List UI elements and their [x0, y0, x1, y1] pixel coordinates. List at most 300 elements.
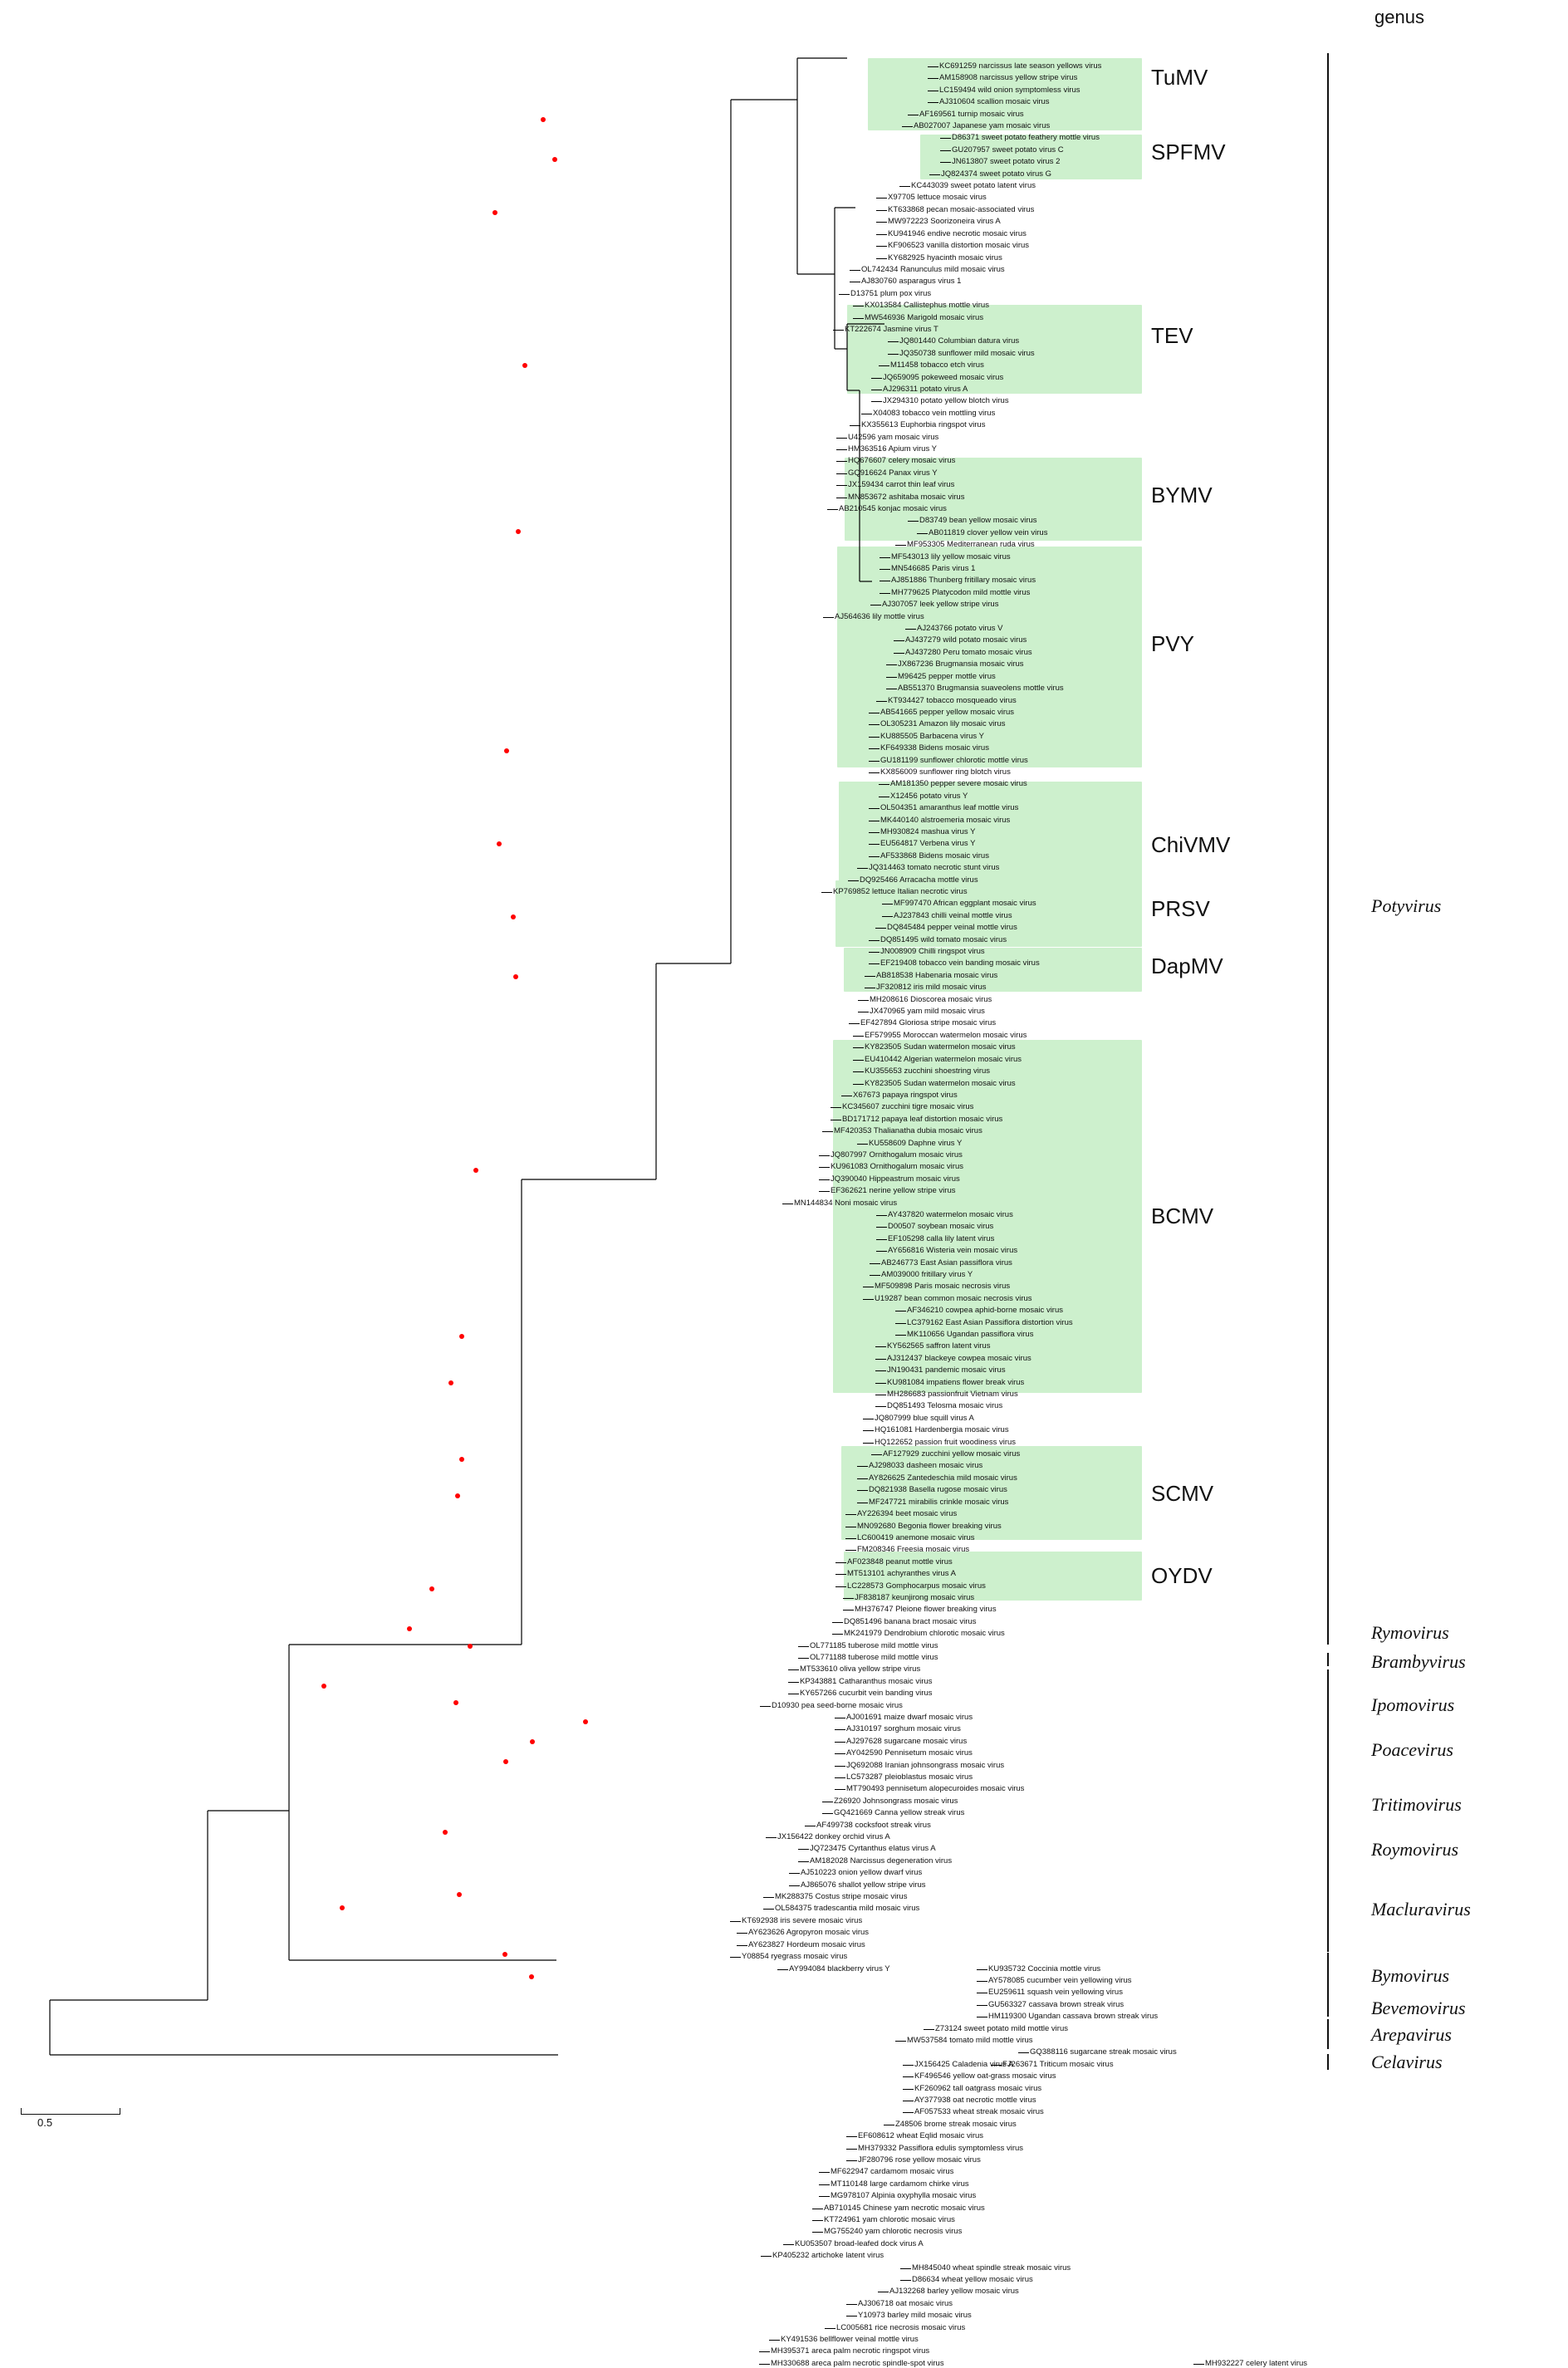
tip-label: U42596 yam mosaic virus — [848, 432, 939, 442]
terminal-branch — [977, 2005, 987, 2006]
support-node-dot — [583, 1719, 588, 1724]
tip-label: MT513101 achyranthes virus A — [847, 1569, 956, 1579]
tip-label: KU961083 Ornithogalum mosaic virus — [831, 1162, 963, 1172]
tip-label: JQ723475 Cyrtanthus elatus virus A — [810, 1844, 936, 1854]
tip-label: JN613807 sweet potato virus 2 — [952, 157, 1061, 167]
genus-label-ipomovirus: Ipomovirus — [1371, 1694, 1455, 1715]
tip-label: AY623626 Agropyron mosaic virus — [748, 1928, 870, 1938]
terminal-branch — [876, 1215, 887, 1216]
tip-label: AM158908 narcissus yellow stripe virus — [939, 73, 1078, 83]
tip-label: AM039000 fritillary virus Y — [881, 1269, 973, 1279]
terminal-branch — [825, 2328, 835, 2329]
terminal-branch — [819, 1191, 830, 1192]
tip-label: AJ564636 lily mottle virus — [835, 611, 924, 621]
terminal-branch — [788, 1669, 799, 1670]
tip-label: OL584375 tradescantia mild mosaic virus — [775, 1904, 920, 1914]
terminal-branch — [895, 1335, 906, 1336]
terminal-branch — [777, 1969, 788, 1970]
genus-label-macluravirus: Macluravirus — [1371, 1899, 1471, 1920]
tip-label: AJ306718 oat mosaic virus — [858, 2298, 953, 2308]
terminal-branch — [940, 162, 951, 163]
terminal-branch — [819, 1167, 830, 1168]
tip-label: JQ807999 blue squill virus A — [875, 1413, 974, 1423]
tip-label: Z26920 Johnsongrass mosaic virus — [834, 1796, 958, 1806]
tip-label: JN190431 pandemic mosaic virus — [887, 1365, 1006, 1375]
terminal-branch — [836, 485, 847, 486]
genus-bracket — [1327, 1953, 1329, 2008]
terminal-branch — [902, 126, 913, 127]
terminal-branch — [835, 1586, 846, 1587]
tip-label: MW546936 Marigold mosaic virus — [865, 312, 984, 322]
tip-label: MH779625 Platycodon mild mottle virus — [891, 587, 1031, 597]
tip-label: D83749 bean yellow mosaic virus — [919, 516, 1037, 526]
terminal-branch — [880, 569, 890, 570]
terminal-branch — [903, 2076, 914, 2077]
tip-label: KC345607 zucchini tigre mosaic virus — [842, 1102, 974, 1112]
terminal-branch — [836, 473, 847, 474]
tip-label: AY437820 watermelon mosaic virus — [888, 1209, 1013, 1219]
terminal-branch — [876, 210, 887, 211]
terminal-branch — [845, 1538, 856, 1539]
terminal-branch — [853, 1084, 864, 1085]
genus-bracket — [1327, 53, 1329, 1629]
terminal-branch — [871, 1454, 882, 1455]
tip-label: KP769852 lettuce Italian necrotic virus — [833, 887, 968, 897]
terminal-branch — [822, 1813, 833, 1814]
terminal-branch — [871, 401, 882, 402]
terminal-branch — [850, 270, 860, 271]
tip-label: MF997470 African eggplant mosaic virus — [894, 899, 1036, 909]
tip-label: MN546685 Paris virus 1 — [891, 564, 976, 574]
tip-label: KT633868 pecan mosaic-associated virus — [888, 204, 1035, 214]
tip-label: KU981084 impatiens flower break virus — [887, 1377, 1025, 1387]
terminal-branch — [835, 1777, 845, 1778]
tip-label: AJ001691 maize dwarf mosaic virus — [846, 1713, 973, 1722]
terminal-branch — [846, 2304, 857, 2305]
tip-label: KX856009 sunflower ring blotch virus — [880, 767, 1011, 777]
tip-label: FM208346 Freesia mosaic virus — [857, 1545, 970, 1555]
terminal-branch — [869, 808, 880, 809]
tip-label: EF105298 calla lily latent virus — [888, 1233, 995, 1243]
clade-label-spfmv: SPFMV — [1151, 140, 1226, 165]
terminal-branch — [875, 1346, 886, 1347]
terminal-branch — [835, 1729, 845, 1730]
terminal-branch — [836, 449, 847, 450]
terminal-branch — [853, 1060, 864, 1061]
terminal-branch — [853, 1047, 864, 1048]
terminal-branch — [819, 2196, 830, 2197]
terminal-branch — [730, 1957, 741, 1958]
tip-label: AB541665 pepper yellow mosaic virus — [880, 707, 1015, 717]
terminal-branch — [977, 1981, 987, 1982]
terminal-branch — [835, 1742, 845, 1743]
terminal-branch — [819, 2172, 830, 2173]
terminal-branch — [870, 1275, 880, 1276]
tip-label: KF906523 vanilla distortion mosaic virus — [888, 241, 1030, 251]
tip-label: KP343881 Catharanthus mosaic virus — [800, 1676, 933, 1686]
terminal-branch — [876, 1227, 887, 1228]
terminal-branch — [857, 868, 868, 869]
tip-label: AY578085 cucumber vein yellowing virus — [988, 1975, 1132, 1985]
terminal-branch — [831, 1107, 841, 1108]
support-node-dot — [448, 1380, 453, 1385]
clade-label-bcmv: BCMV — [1151, 1203, 1214, 1228]
support-node-dot — [473, 1168, 478, 1173]
terminal-branch — [835, 1562, 846, 1563]
tip-label: DQ845484 pepper veinal mottle virus — [887, 923, 1017, 933]
tip-label: AJ312437 blackeye cowpea mosaic virus — [887, 1353, 1031, 1363]
tip-label: Y08854 ryegrass mosaic virus — [742, 1952, 848, 1962]
terminal-branch — [895, 1323, 906, 1324]
terminal-branch — [812, 2220, 823, 2221]
terminal-branch — [845, 1550, 856, 1551]
terminal-branch — [869, 748, 880, 749]
terminal-branch — [835, 1766, 845, 1767]
tip-label: X12456 potato virus Y — [890, 791, 968, 801]
tip-label: AM181350 pepper severe mosaic virus — [890, 779, 1027, 789]
terminal-branch — [853, 318, 864, 319]
tip-label: AJ437280 Peru tomato mosaic virus — [905, 647, 1032, 657]
tip-label: LC005681 rice necrosis mosaic virus — [836, 2322, 966, 2332]
genus-bracket — [1327, 1733, 1329, 1768]
terminal-branch — [865, 976, 875, 977]
tip-label: MH330688 areca palm necrotic spindle-spot virus — [771, 2358, 944, 2368]
terminal-branch — [836, 438, 847, 439]
terminal-branch — [857, 1490, 868, 1491]
genus-label-brambyvirus: Brambyvirus — [1371, 1651, 1466, 1673]
tip-label: AF169561 turnip mosaic virus — [919, 109, 1024, 119]
tip-label: AF346210 cowpea aphid-borne mosaic virus — [907, 1306, 1063, 1316]
terminal-branch — [789, 1873, 800, 1874]
clade-label-bymv: BYMV — [1151, 483, 1213, 508]
genus-bracket — [1327, 1836, 1329, 1864]
tip-label: Y10973 barley mild mosaic virus — [858, 2311, 972, 2321]
terminal-branch — [1018, 2052, 1029, 2053]
tip-label: AY226394 beet mosaic virus — [857, 1509, 958, 1519]
genus-label-poacevirus: Poacevirus — [1371, 1739, 1453, 1761]
tip-label: AB011819 clover yellow vein virus — [929, 527, 1048, 537]
tip-label: KY562565 saffron latent virus — [887, 1341, 991, 1351]
tip-label: KY491536 bellflower veinal mottle virus — [781, 2335, 919, 2345]
tip-label: MK110656 Ugandan passiflora virus — [907, 1330, 1034, 1340]
terminal-branch — [783, 2244, 794, 2245]
tip-label: JQ807997 Ornithogalum mosaic virus — [831, 1150, 963, 1159]
tip-label: Z48506 brome streak mosaic virus — [895, 2119, 1017, 2129]
genus-bracket — [1327, 1620, 1329, 1645]
genus-label-arepavirus: Arepavirus — [1371, 2023, 1452, 2045]
clade-label-tumv: TuMV — [1151, 65, 1208, 91]
genus-label-rymovirus: Rymovirus — [1371, 1622, 1449, 1644]
terminal-branch — [761, 2256, 772, 2257]
tip-label: KF649338 Bidens mosaic virus — [880, 743, 989, 753]
terminal-branch — [876, 701, 887, 702]
tip-label: KF496546 yellow oat-grass mosaic virus — [914, 2071, 1056, 2081]
terminal-branch — [880, 557, 890, 558]
terminal-branch — [869, 940, 880, 941]
tip-label: MF543013 lily yellow mosaic virus — [891, 552, 1011, 561]
clade-label-pvy: PVY — [1151, 631, 1195, 657]
tip-label: AF533868 Bidens mosaic virus — [880, 851, 989, 860]
tip-label: AJ310604 scallion mosaic virus — [939, 97, 1050, 107]
genus-bracket — [1327, 1864, 1329, 1952]
terminal-branch — [875, 1406, 886, 1407]
tip-label: MF420353 Thalianatha dubia mosaic virus — [834, 1126, 982, 1136]
terminal-branch — [895, 545, 906, 546]
tip-label: DQ851493 Telosma mosaic virus — [887, 1401, 1003, 1411]
tip-label: EU410442 Algerian watermelon mosaic virus — [865, 1054, 1022, 1064]
tip-label: AF499738 cocksfoot streak virus — [816, 1820, 931, 1830]
clade-label-dapmv: DapMV — [1151, 953, 1223, 978]
tip-label: JQ390040 Hippeastrum mosaic virus — [831, 1174, 960, 1184]
tip-label: AJ865076 shallot yellow stripe virus — [801, 1880, 926, 1890]
terminal-branch — [763, 1897, 774, 1898]
tip-label: AJ132268 barley yellow mosaic virus — [889, 2287, 1019, 2297]
tip-label: MH286683 passionfruit Vietnam virus — [887, 1390, 1018, 1400]
terminal-branch — [903, 2112, 914, 2113]
tip-label: JF320812 iris mild mosaic virus — [876, 983, 987, 993]
terminal-branch — [863, 1443, 874, 1444]
tip-label: AF127929 zucchini yellow mosaic virus — [883, 1449, 1021, 1459]
terminal-branch — [759, 2364, 770, 2365]
tip-label: KY823505 Sudan watermelon mosaic virus — [865, 1078, 1016, 1088]
tip-label: KU941946 endive necrotic mosaic virus — [888, 228, 1027, 238]
tip-label: LC228573 Gomphocarpus mosaic virus — [847, 1581, 986, 1591]
terminal-branch — [888, 341, 899, 342]
tip-label: JX470965 yam mild mosaic virus — [870, 1007, 985, 1017]
terminal-branch — [863, 1430, 874, 1431]
genus-bracket — [1327, 1669, 1329, 1736]
tip-label: JF838187 keunjirong mosaic virus — [855, 1592, 975, 1602]
tip-label: LC600419 anemone mosaic virus — [857, 1532, 975, 1542]
support-node-dot — [530, 1739, 535, 1744]
terminal-branch — [875, 1359, 886, 1360]
tip-label: KX013584 Callistephus mottle virus — [865, 301, 989, 311]
tip-label: OL305231 Amazon lily mosaic virus — [880, 719, 1006, 729]
tip-label: MH208616 Dioscorea mosaic virus — [870, 994, 992, 1004]
tip-label: KT724961 yam chlorotic mosaic virus — [824, 2215, 955, 2225]
terminal-branch — [798, 1658, 809, 1659]
tip-label: HM119300 Ugandan cassava brown streak virus — [988, 2012, 1159, 2022]
tip-label: BD171712 papaya leaf distortion mosaic virus — [842, 1114, 1003, 1124]
tip-label: LC379162 East Asian Passiflora distortion virus — [907, 1317, 1073, 1327]
terminal-branch — [832, 1622, 843, 1623]
terminal-branch — [928, 102, 938, 103]
tip-label: AJ298033 dasheen mosaic virus — [869, 1461, 983, 1471]
tip-label: KU558609 Daphne virus Y — [869, 1138, 963, 1148]
tip-label: AJ297628 sugarcane mosaic virus — [846, 1736, 968, 1746]
tip-label: MT110148 large cardamom chirke virus — [831, 2179, 969, 2189]
terminal-branch — [833, 330, 844, 331]
terminal-branch — [869, 856, 880, 857]
terminal-branch — [905, 629, 916, 630]
terminal-branch — [843, 1598, 854, 1599]
terminal-branch — [940, 138, 951, 139]
tip-label: MH845040 wheat spindle streak mosaic virus — [912, 2263, 1071, 2272]
terminal-branch — [900, 2268, 911, 2269]
tip-label: D86371 sweet potato feathery mottle virus — [952, 133, 1100, 143]
tip-label: M96425 pepper mottle virus — [898, 671, 996, 681]
tip-label: OL771185 tuberose mild mottle virus — [810, 1640, 938, 1650]
support-node-dot — [502, 1952, 507, 1957]
tip-label: MK440140 alstroemeria mosaic virus — [880, 815, 1011, 825]
tip-label: DQ925466 Arracacha mottle virus — [860, 875, 978, 885]
tip-label: AF057533 wheat streak mosaic virus — [914, 2107, 1044, 2117]
terminal-branch — [879, 784, 889, 785]
terminal-branch — [869, 724, 880, 725]
terminal-branch — [798, 1646, 809, 1647]
genus-bracket — [1327, 2003, 1329, 2017]
tip-label: D13751 plum pox virus — [850, 288, 932, 298]
terminal-branch — [846, 2136, 857, 2137]
genus-label-roymovirus: Roymovirus — [1371, 1839, 1459, 1861]
terminal-branch — [869, 952, 880, 953]
tip-label: FJ263671 Triticum mosaic virus — [1002, 2059, 1114, 2069]
terminal-branch — [876, 222, 887, 223]
tip-label: JX867236 Brugmansia mosaic virus — [898, 659, 1024, 669]
terminal-branch — [869, 844, 880, 845]
support-node-dot — [503, 1759, 508, 1764]
terminal-branch — [882, 904, 893, 905]
tip-label: D10930 pea seed-borne mosaic virus — [772, 1700, 903, 1710]
tip-label: KU885505 Barbacena virus Y — [880, 731, 984, 741]
terminal-branch — [875, 928, 886, 929]
tip-label: MW972223 Soorizoneira virus A — [888, 217, 1001, 227]
terminal-branch — [879, 365, 889, 366]
terminal-branch — [880, 593, 890, 594]
tip-label: EF608612 wheat Eqlid mosaic virus — [858, 2131, 984, 2141]
tip-label: JQ824374 sweet potato virus G — [941, 169, 1052, 179]
tip-label: AB246773 East Asian passiflora virus — [881, 1258, 1012, 1267]
tip-label: DQ851496 banana bract mosaic virus — [844, 1616, 977, 1626]
tip-label: U19287 bean common mosaic necrosis virus — [875, 1293, 1032, 1303]
terminal-branch — [769, 2340, 780, 2341]
tip-label: EU259611 squash vein yellowing virus — [988, 1988, 1123, 1998]
terminal-branch — [894, 653, 904, 654]
terminal-branch — [875, 1383, 886, 1384]
terminal-branch — [836, 461, 847, 462]
genus-label-celavirus: Celavirus — [1371, 2052, 1443, 2073]
tip-label: JQ350738 sunflower mild mosaic virus — [899, 348, 1035, 358]
tip-label: KY657266 cucurbit vein banding virus — [800, 1689, 933, 1699]
tip-label: JX156422 donkey orchid virus A — [777, 1832, 890, 1842]
terminal-branch — [871, 378, 882, 379]
terminal-branch — [848, 880, 859, 881]
support-node-dot — [541, 117, 546, 122]
terminal-branch — [875, 1370, 886, 1371]
terminal-branch — [869, 761, 880, 762]
terminal-branch — [857, 1478, 868, 1479]
terminal-branch — [888, 354, 899, 355]
terminal-branch — [839, 294, 850, 295]
support-node-dot — [443, 1830, 448, 1835]
tip-label: AJ296311 potato virus A — [883, 384, 968, 394]
terminal-branch — [876, 198, 887, 199]
clade-label-tev: TEV — [1151, 322, 1193, 348]
terminal-branch — [822, 1131, 833, 1132]
support-node-dot — [321, 1684, 326, 1689]
terminal-branch — [850, 425, 860, 426]
terminal-branch — [846, 2160, 857, 2161]
terminal-branch — [832, 1634, 843, 1635]
terminal-branch — [917, 533, 928, 534]
tip-label: AY656816 Wisteria vein mosaic virus — [888, 1246, 1018, 1256]
terminal-branch — [886, 664, 897, 665]
terminal-branch — [789, 1885, 800, 1886]
tip-label: MN092680 Begonia flower breaking virus — [857, 1521, 1002, 1531]
terminal-branch — [812, 2232, 823, 2233]
tip-label: AJ851886 Thunberg fritillary mosaic virus — [891, 576, 1036, 586]
terminal-branch — [835, 1753, 845, 1754]
terminal-branch — [870, 1263, 880, 1264]
support-node-dot — [457, 1892, 462, 1897]
terminal-branch — [766, 1837, 777, 1838]
tip-label: JX294310 potato yellow blotch virus — [883, 396, 1009, 406]
tip-label: DQ851495 wild tomato mosaic virus — [880, 934, 1007, 944]
terminal-branch — [857, 1144, 868, 1145]
terminal-branch — [737, 1945, 747, 1946]
tip-label: KT222674 Jasmine virus T — [845, 324, 938, 334]
tip-label: OL742434 Ranunculus mild mosaic virus — [861, 264, 1005, 274]
tip-label: EF362621 nerine yellow stripe virus — [831, 1186, 956, 1196]
tip-label: X67673 papaya ringspot virus — [853, 1090, 958, 1100]
terminal-branch — [886, 677, 897, 678]
terminal-branch — [843, 1610, 854, 1611]
tip-label: MH930824 mashua virus Y — [880, 826, 976, 836]
support-node-dot — [429, 1586, 434, 1591]
genus-bracket — [1327, 1768, 1329, 1841]
tip-label: JQ801440 Columbian datura virus — [899, 336, 1020, 346]
terminal-branch — [903, 2089, 914, 2090]
tip-label: AJ437279 wild potato mosaic virus — [905, 635, 1027, 645]
tip-label: X04083 tobacco vein mottling virus — [873, 408, 996, 418]
tip-label: M11458 tobacco etch virus — [890, 360, 984, 370]
tip-label: KU053507 broad-leafed dock virus A — [795, 2238, 924, 2248]
support-node-dot — [407, 1626, 412, 1631]
terminal-branch — [899, 186, 910, 187]
tip-label: KP405232 artichoke latent virus — [772, 2251, 884, 2261]
tip-label: EU564817 Verbena virus Y — [880, 839, 976, 849]
tip-label: D86634 wheat yellow mosaic virus — [912, 2275, 1033, 2285]
tip-label: MF953305 Mediterranean ruda virus — [907, 540, 1035, 550]
genus-bracket — [1327, 2019, 1329, 2048]
tip-label: HM363516 Apium virus Y — [848, 444, 938, 453]
tip-label: AB027007 Japanese yam mosaic virus — [914, 121, 1051, 131]
tip-label: AY623827 Hordeum mosaic virus — [748, 1939, 865, 1949]
tip-label: MF622947 cardamom mosaic virus — [831, 2167, 954, 2177]
tip-label: JQ659095 pokeweed mosaic virus — [883, 372, 1004, 382]
tip-label: KC443039 sweet potato latent virus — [911, 181, 1036, 191]
clade-label-chivmv: ChiVMV — [1151, 831, 1231, 857]
tip-label: HQ161081 Hardenbergia mosaic virus — [875, 1425, 1009, 1435]
terminal-branch — [853, 1036, 864, 1037]
genus-label-potyvirus: Potyvirus — [1371, 895, 1442, 916]
terminal-branch — [763, 1909, 774, 1910]
tip-label: AJ307057 leek yellow stripe virus — [882, 600, 999, 610]
tip-label: AJ830760 asparagus virus 1 — [861, 277, 962, 287]
genus-column-header: genus — [1374, 7, 1424, 27]
terminal-branch — [857, 1466, 868, 1467]
terminal-branch — [869, 772, 880, 773]
terminal-branch — [819, 1179, 830, 1180]
tip-label: AJ310197 sorghum mosaic virus — [846, 1724, 961, 1734]
tip-label: MF247721 mirabilis crinkle mosaic virus — [869, 1497, 1009, 1507]
terminal-branch — [849, 1023, 860, 1024]
terminal-branch — [798, 1861, 809, 1862]
terminal-branch — [882, 916, 893, 917]
terminal-branch — [894, 640, 904, 641]
tip-label: MT533610 oliva yellow stripe virus — [800, 1664, 921, 1674]
terminal-branch — [846, 2149, 857, 2150]
